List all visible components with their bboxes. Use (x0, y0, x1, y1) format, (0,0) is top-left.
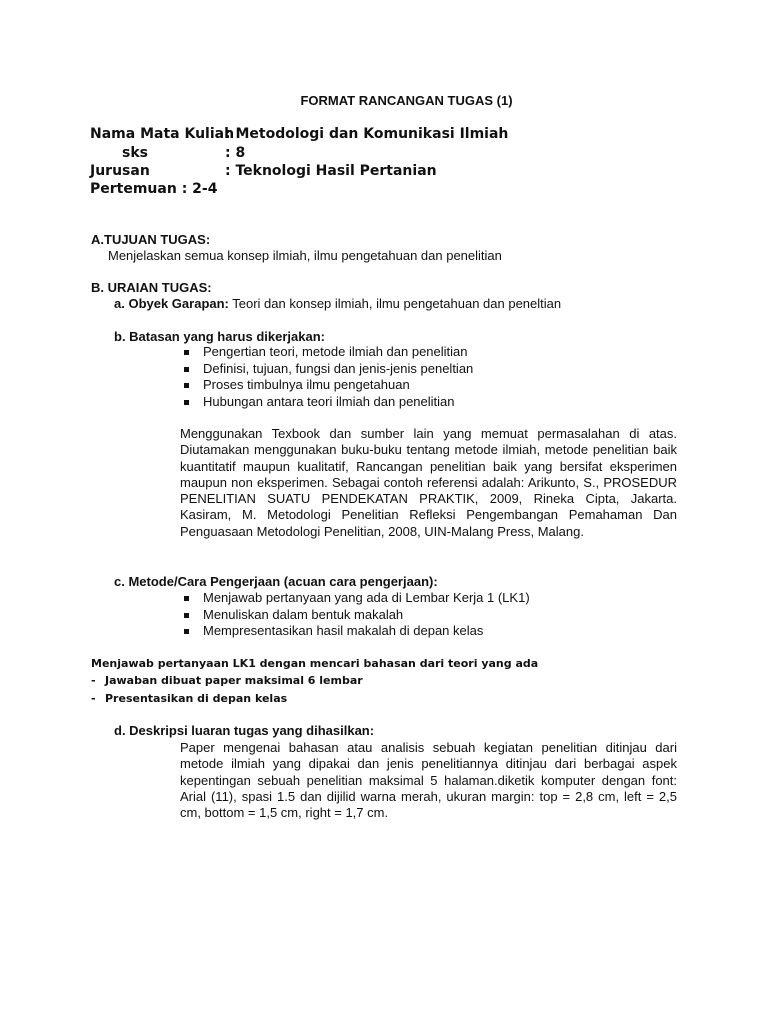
document-title: FORMAT RANCANGAN TUGAS (1) (300, 93, 513, 108)
list-item: Mempresentasikan hasil makalah di depan kelas (182, 623, 530, 640)
jurusan-value: : Teknologi Hasil Pertanian (225, 163, 437, 179)
deskripsi-paragraph: Paper mengenai bahasan atau analisis sebuah kegiatan penelitian ditinjau dari metode ilmiah yang dipakai dan jenis penelitiannya ditinjau dari berbagai aspek kepentingan sebuah penelitian maksimal 5 halaman.diketik komputer dengan font: Arial (11), spasi 1.5 dan dijilid warna merah, ukuran margin: top = 2,8 cm, left = 2,5 cm, bottom = 1,5 cm, right = 1,7 cm. (180, 740, 677, 821)
obyek-garapan-text: Teori dan konsep ilmiah, ilmu pengetahuan dan peneltian (228, 296, 562, 311)
course-name-value: : Metodologi dan Komunikasi Ilmiah (225, 126, 509, 142)
bullet-square-icon (184, 350, 189, 355)
list-item: Menjawab pertanyaan yang ada di Lembar Kerja 1 (LK1) (182, 590, 530, 607)
bullet-square-icon (184, 629, 189, 634)
bullet-square-icon (184, 613, 189, 618)
note-line-2-text: Jawaban dibuat paper maksimal 6 lembar (105, 674, 363, 687)
dash-bullet: - (91, 674, 96, 687)
jurusan-label: Jurusan (90, 163, 150, 179)
list-item: Pengertian teori, metode ilmiah dan penelitian (182, 344, 473, 361)
bullet-square-icon (184, 383, 189, 388)
list-item: Menuliskan dalam bentuk makalah (182, 607, 530, 624)
pertemuan-text: Pertemuan : 2-4 (90, 181, 218, 197)
section-a-heading: A.TUJUAN TUGAS: (91, 232, 211, 247)
reference-paragraph: Menggunakan Texbook dan sumber lain yang memuat permasalahan di atas. Diutamakan menggunakan buku-buku tentang metode ilmiah, metode penelitian baik kuantitatif maupun kualitatif, Rancangan penelitian baik yang bersifat eksperimen maupun non eksperimen. Sebagai contoh referensi adalah: Arikunto, S., PROSEDUR PENELITIAN SUATU PENDEKATAN PRAKTIK, 2009, Rineka Cipta, Jakarta. Kasiram, M. Metodologi Penelitian Refleksi Pengembangan Pemahaman Dan Penguasaan Metodologi Penelitian, 2008, UIN-Malang Press, Malang. (180, 426, 677, 539)
dash-bullet: - (91, 692, 96, 705)
section-a-text: Menjelaskan semua konsep ilmiah, ilmu pengetahuan dan penelitian (108, 248, 502, 263)
list-item: Proses timbulnya ilmu pengetahuan (182, 377, 473, 394)
section-b-heading: B. URAIAN TUGAS: (91, 280, 212, 295)
note-line-1: Menjawab pertanyaan LK1 dengan mencari bahasan dari teori yang ada (91, 657, 539, 670)
bullet-square-icon (184, 367, 189, 372)
metode-heading: c. Metode/Cara Pengerjaan (acuan cara pengerjaan): (114, 574, 438, 589)
bullet-square-icon (184, 596, 189, 601)
metode-list (182, 590, 530, 640)
list-item: Hubungan antara teori ilmiah dan penelitian (182, 394, 473, 411)
note-line-3-text: Presentasikan di depan kelas (105, 692, 288, 705)
sks-label: sks (122, 145, 148, 161)
batasan-heading: b. Batasan yang harus dikerjakan: (114, 329, 325, 344)
course-name-label: Nama Mata Kuliah (90, 126, 235, 142)
list-item: Definisi, tujuan, fungsi dan jenis-jenis peneltian (182, 361, 473, 378)
obyek-garapan-line (114, 296, 561, 311)
bullet-square-icon (184, 400, 189, 405)
deskripsi-heading: d. Deskripsi luaran tugas yang dihasilkan: (114, 723, 375, 738)
batasan-list (182, 344, 473, 410)
obyek-garapan-label: a. Obyek Garapan: (114, 296, 229, 311)
sks-value: : 8 (225, 145, 246, 161)
